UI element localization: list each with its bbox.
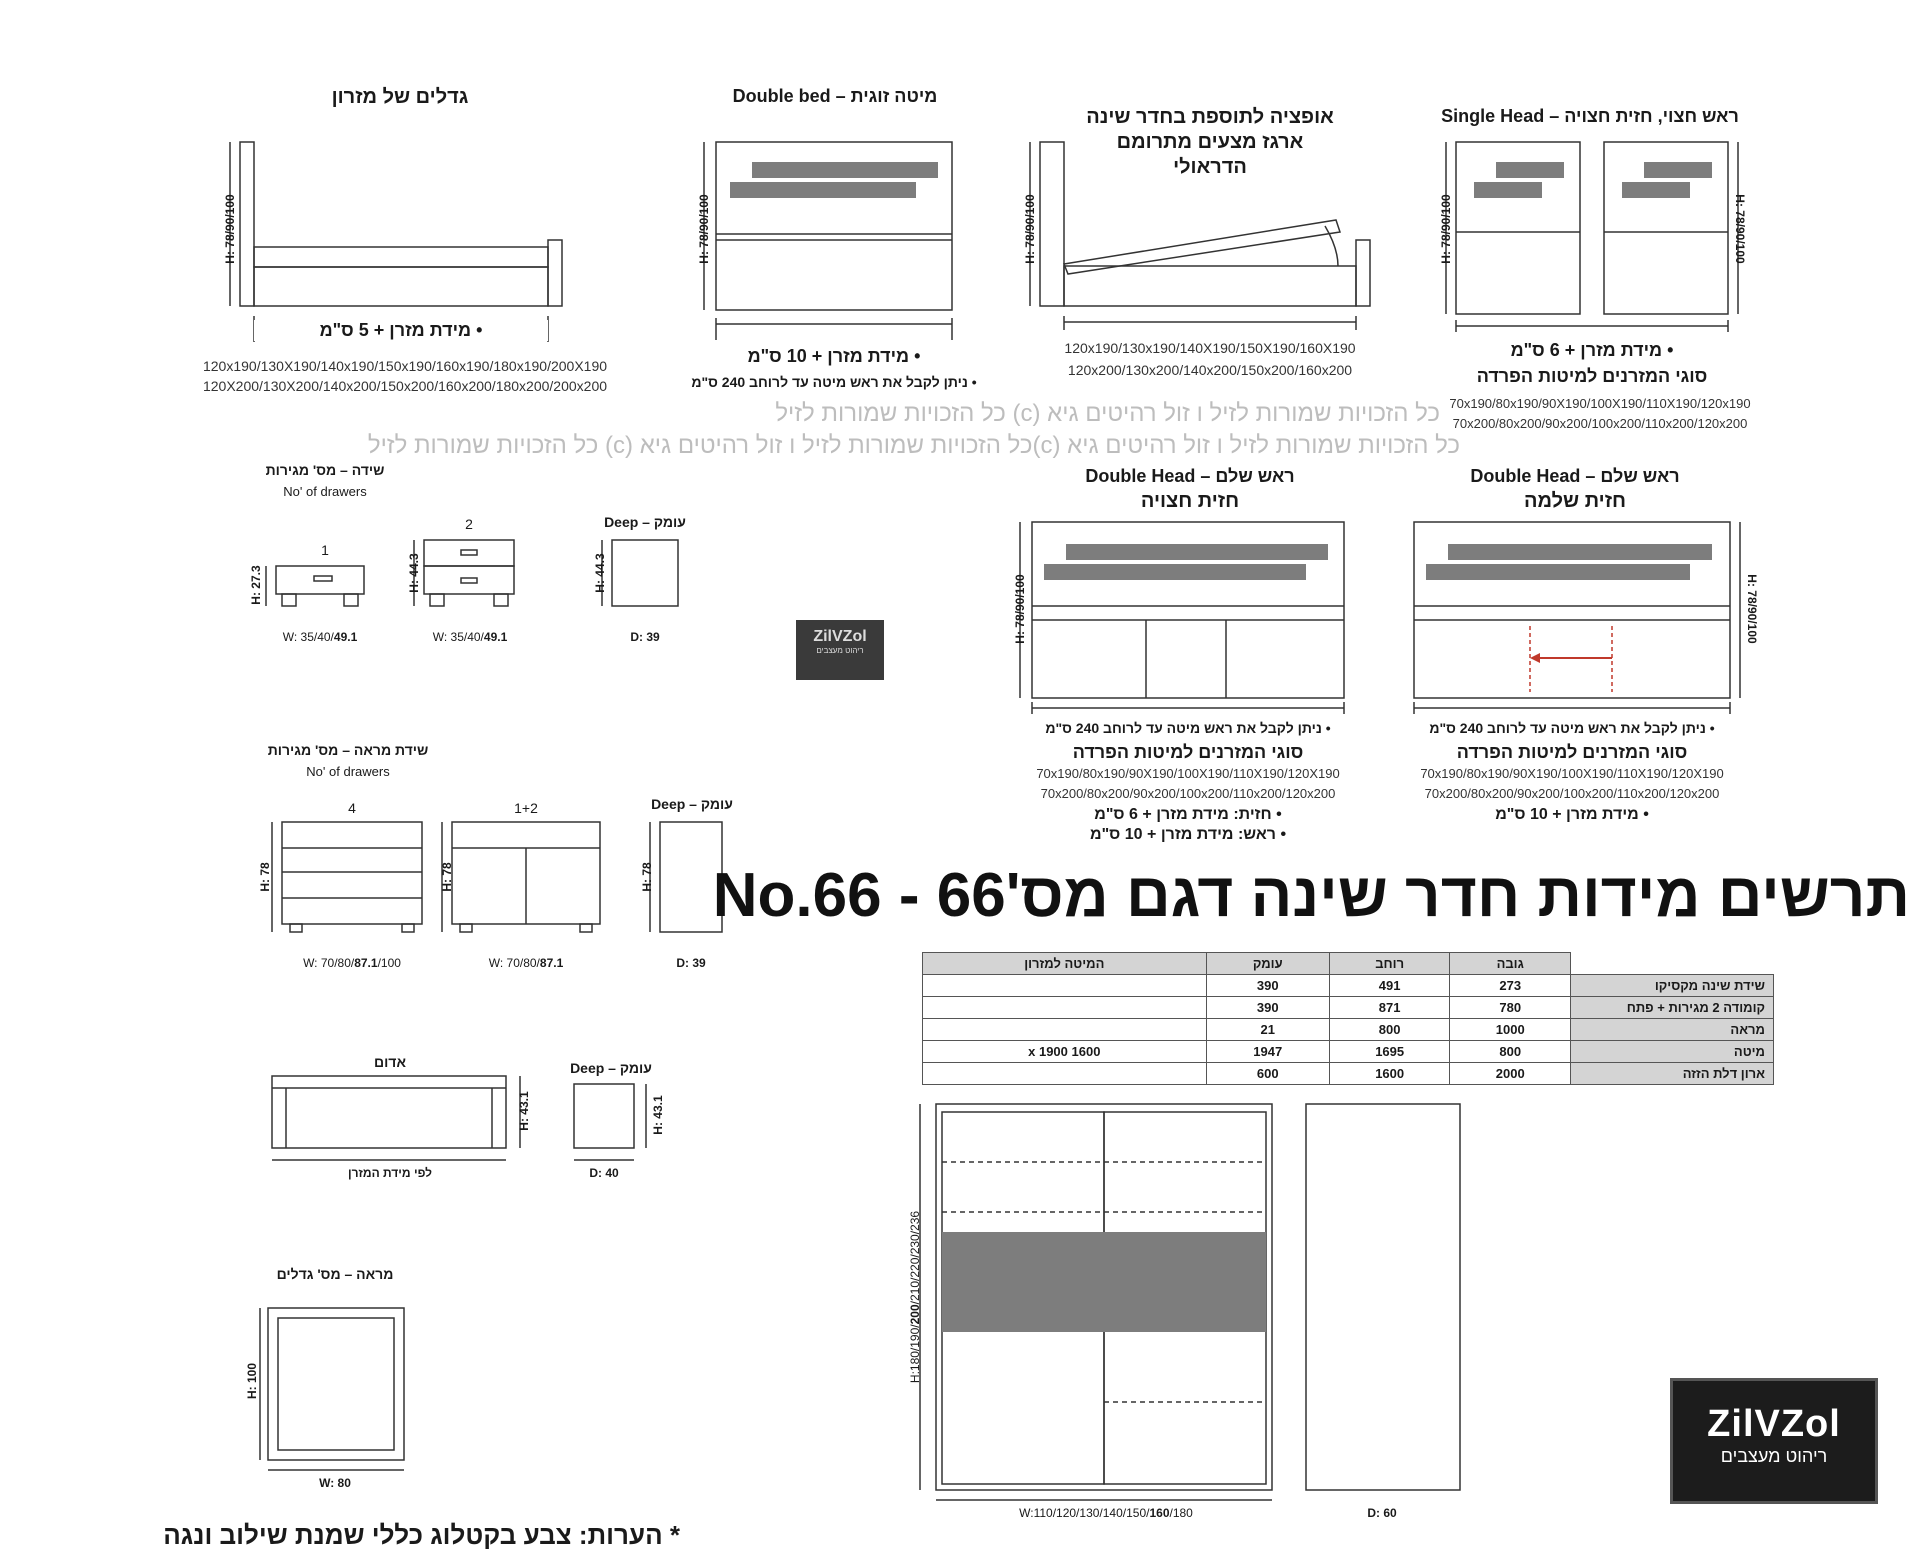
dresser-h-3: H: 78 bbox=[640, 862, 654, 892]
table-header: עומק bbox=[1206, 953, 1329, 975]
split-front-title-line-2: חזית חצויה bbox=[1140, 490, 1240, 512]
single-head-height-left: H: 78/90/100 bbox=[1439, 194, 1453, 264]
mattress-height-label: H: 78/90/100 bbox=[223, 194, 237, 264]
table-header: רוחב bbox=[1329, 953, 1450, 975]
table-cell: ארון דלת הזזה bbox=[1571, 1063, 1774, 1085]
storage-sizes-row-2: 120x200/130x200/140x200/150x200/160x200 bbox=[1067, 362, 1353, 378]
table-row bbox=[923, 975, 1774, 997]
full-front-note: • ניתן לקבל את ראש מיטה עד לרוחב 240 ס"מ bbox=[1429, 720, 1715, 736]
nightstand-depth: D: 39 bbox=[630, 630, 660, 644]
table-cell: מיטה bbox=[1571, 1041, 1774, 1063]
double-bed-title: מיטה זוגית – Double bed bbox=[732, 86, 938, 106]
table-cell: שידת שינה מקסיקו bbox=[1571, 975, 1774, 997]
table-cell: קומודה 2 מגירות + פתח bbox=[1571, 997, 1774, 1019]
footer-note: * הערות: צבע בקטלוג כללי שמנת שילוב ונגה bbox=[163, 1520, 680, 1550]
single-head-height-right: H: 78/90/100 bbox=[1733, 194, 1747, 264]
nightstand-w-2: W: 35/40/49.1 bbox=[432, 630, 508, 644]
dresser-title: שידת מראה – מס' מגירות bbox=[267, 742, 429, 758]
table-row bbox=[923, 1041, 1774, 1063]
single-head-sizes-row-2: 70x200/80x200/90x200/100x200/110x200/120x200 bbox=[1452, 416, 1748, 431]
storage-title-line-1: אופציה לתוספת בחדר שינה bbox=[1086, 106, 1334, 128]
nightstand-deep-label: Deep – עומק bbox=[604, 514, 686, 530]
mattress-bed-drawing bbox=[230, 142, 562, 342]
storage-sizes-row-1: 120x190/130x190/140X190/150X190/160X190 bbox=[1064, 340, 1356, 356]
table-cell: 491 bbox=[1329, 975, 1450, 997]
table-header: גובה bbox=[1450, 953, 1571, 975]
dresser-h-1: H: 78 bbox=[258, 862, 272, 892]
table-cell: 600 bbox=[1206, 1063, 1329, 1085]
table-cell: 800 bbox=[1329, 1019, 1450, 1041]
main-title: תרשים מידות חדר שינה דגם מס'66 - No.66 bbox=[712, 861, 1910, 930]
bench-width-label: לפי מידת המזרן bbox=[347, 1166, 433, 1180]
mirror-drawing bbox=[260, 1308, 404, 1470]
dresser-w-2: W: 70/80/87.1 bbox=[488, 956, 564, 970]
table-cell: 800 bbox=[1450, 1041, 1571, 1063]
table-cell: 1600 x 1900 bbox=[923, 1041, 1207, 1063]
split-front-sizes-row-2: 70x200/80x200/90x200/100x200/110x200/120x200 bbox=[1040, 786, 1336, 801]
wardrobe-width: W:110/120/130/140/150/160/180 bbox=[1019, 1506, 1193, 1520]
bench-depth: D: 40 bbox=[589, 1166, 619, 1180]
mattress-sizes-row-2: 120X200/130X200/140x200/150x200/160x200/180x200/200x200 bbox=[202, 378, 608, 394]
split-front-note: • ניתן לקבל את ראש מיטה עד לרוחב 240 ס"מ bbox=[1045, 720, 1331, 736]
single-head-title: ראש חצוי, חזית חצויה – Single Head bbox=[1441, 106, 1739, 126]
full-front-title-line-2: חזית שלמה bbox=[1523, 490, 1627, 512]
table-cell: 1600 bbox=[1329, 1063, 1450, 1085]
table-cell: 1000 bbox=[1450, 1019, 1571, 1041]
brand-logo-name: ZilVZol bbox=[1707, 1403, 1841, 1445]
table-row bbox=[923, 997, 1774, 1019]
single-head-subtitle: סוגי המזרנים למיטות הפרדה bbox=[1476, 366, 1708, 386]
full-front-title-line-1: ראש שלם – Double Head bbox=[1470, 466, 1680, 486]
single-head-sizes-row-1: 70x190/80x190/90X190/100X190/110X190/120x190 bbox=[1449, 396, 1751, 411]
watermark-line-1: כל הזכויות שמורות לזיל ו זול רהיטים גיא (c) כל הזכויות שמורות לזיל bbox=[775, 400, 1440, 427]
table-cell bbox=[923, 1019, 1207, 1041]
storage-height-label: H: 78/90/100 bbox=[1023, 194, 1037, 264]
table-cell: 780 bbox=[1450, 997, 1571, 1019]
full-front-subtitle: סוגי המזרנים למיטות הפרדה bbox=[1456, 742, 1688, 762]
split-front-sizes-row-1: 70x190/80x190/90X190/100X190/110X190/120X190 bbox=[1036, 766, 1340, 781]
bench-title: אדום bbox=[373, 1054, 406, 1070]
bench-h-1: H: 43.1 bbox=[517, 1091, 531, 1131]
full-front-dim-1: • מידת מזרן + 10 ס"מ bbox=[1495, 806, 1649, 823]
mirror-height: H: 100 bbox=[245, 1362, 259, 1400]
table-cell: 1947 bbox=[1206, 1041, 1329, 1063]
split-front-title-line-1: ראש שלם – Double Head bbox=[1085, 466, 1295, 486]
nightstand-h-2: H: 44.3 bbox=[407, 553, 421, 593]
table-cell: 273 bbox=[1450, 975, 1571, 997]
table-cell: 390 bbox=[1206, 975, 1329, 997]
nightstand-h-1: H: 27.3 bbox=[249, 565, 263, 605]
nightstand-w-1: W: 35/40/49.1 bbox=[282, 630, 358, 644]
single-head-dimension: • מידת מזרן + 6 ס"מ bbox=[1510, 340, 1674, 360]
bench-deep-label: Deep – עומק bbox=[570, 1060, 652, 1076]
bench-h-2: H: 43.1 bbox=[651, 1095, 665, 1135]
table-cell: 390 bbox=[1206, 997, 1329, 1019]
full-front-height-label: H: 78/90/100 bbox=[1745, 574, 1759, 644]
dresser-deep-label: Deep – עומק bbox=[651, 796, 733, 812]
table-header-row bbox=[923, 953, 1774, 975]
watermark-line-2: כל הזכויות שמורות לזיל ו זול רהיטים גיא (c)כל הזכויות שמורות לזיל ו זול רהיטים גיא (c) כל הזכויות שמורות לזיל bbox=[367, 432, 1460, 459]
bench-drawing bbox=[272, 1076, 646, 1160]
dresser-subtitle: No' of drawers bbox=[306, 764, 390, 779]
brand-logo-tagline: ריהוט מעצבים bbox=[1720, 1446, 1828, 1466]
nightstand-label-2: 2 bbox=[465, 516, 473, 532]
table-cell: 871 bbox=[1329, 997, 1450, 1019]
table-cell bbox=[923, 975, 1207, 997]
brand-logo bbox=[1670, 1378, 1878, 1504]
double-bed-dimension: • מידת מזרן + 10 ס"מ bbox=[747, 346, 921, 366]
double-bed-height-label: H: 78/90/100 bbox=[697, 194, 711, 264]
dresser-label-2: 1+2 bbox=[514, 800, 538, 816]
mirror-title: מראה – מס' גדלים bbox=[276, 1266, 394, 1282]
dresser-h-2: H: 78 bbox=[440, 862, 454, 892]
table-cell bbox=[923, 997, 1207, 1019]
table-header bbox=[1571, 953, 1774, 975]
table-cell: מראה bbox=[1571, 1019, 1774, 1041]
nightstand-subtitle: No' of drawers bbox=[283, 484, 367, 499]
small-logo: ZilVZol ריהוט מעצבים bbox=[796, 620, 884, 680]
double-bed-note: • ניתן לקבל את ראש מיטה עד לרוחב 240 ס"מ bbox=[691, 374, 977, 390]
dimensions-table bbox=[922, 952, 1774, 1085]
dresser-depth: D: 39 bbox=[676, 956, 706, 970]
mattress-sizes-row-1: 120x190/130X190/140x190/150x190/160x190/180x190/200X190 bbox=[202, 358, 608, 374]
table-cell: 1695 bbox=[1329, 1041, 1450, 1063]
split-front-dim-2: • ראש: מידת מזרן + 10 ס"מ bbox=[1089, 826, 1287, 843]
split-front-subtitle: סוגי המזרנים למיטות הפרדה bbox=[1072, 742, 1304, 762]
storage-title-line-2: ארגז מצעים מתרומם bbox=[1116, 131, 1304, 153]
mattress-dimension: • מידת מזרן + 5 ס"מ bbox=[254, 320, 548, 341]
table-row bbox=[923, 1063, 1774, 1085]
nightstand-label-1: 1 bbox=[321, 542, 329, 558]
wardrobe-height: H:180/190/200/210/220/230/236 bbox=[908, 1210, 922, 1384]
wardrobe-depth: D: 60 bbox=[1367, 1506, 1397, 1520]
table-cell bbox=[923, 1063, 1207, 1085]
table-row bbox=[923, 1019, 1774, 1041]
mirror-width: W: 80 bbox=[319, 1476, 351, 1490]
dresser-w-1: W: 70/80/87.1/100 bbox=[303, 956, 401, 970]
nightstand-h-3: H: 44.3 bbox=[593, 553, 607, 593]
split-front-dim-1: • חזית: מידת מזרן + 6 ס"מ bbox=[1094, 806, 1282, 823]
mattress-sizes-title: גדלים של מזרון bbox=[331, 86, 469, 108]
dresser-drawings bbox=[272, 822, 722, 932]
table-cell: 2000 bbox=[1450, 1063, 1571, 1085]
nightstand-title: שידה – מס' מגירות bbox=[265, 462, 385, 478]
red-arrow-head bbox=[1530, 653, 1540, 663]
storage-title-line-3: הדראולי bbox=[1173, 156, 1247, 178]
split-front-height-label: H: 78/90/100 bbox=[1013, 574, 1027, 644]
dresser-label-1: 4 bbox=[348, 800, 356, 816]
full-front-sizes-row-1: 70x190/80x190/90X190/100X190/110X190/120X190 bbox=[1420, 766, 1724, 781]
table-cell: 21 bbox=[1206, 1019, 1329, 1041]
full-front-sizes-row-2: 70x200/80x200/90x200/100x200/110x200/120x200 bbox=[1424, 786, 1720, 801]
table-header: המיטה למזרון bbox=[923, 953, 1207, 975]
